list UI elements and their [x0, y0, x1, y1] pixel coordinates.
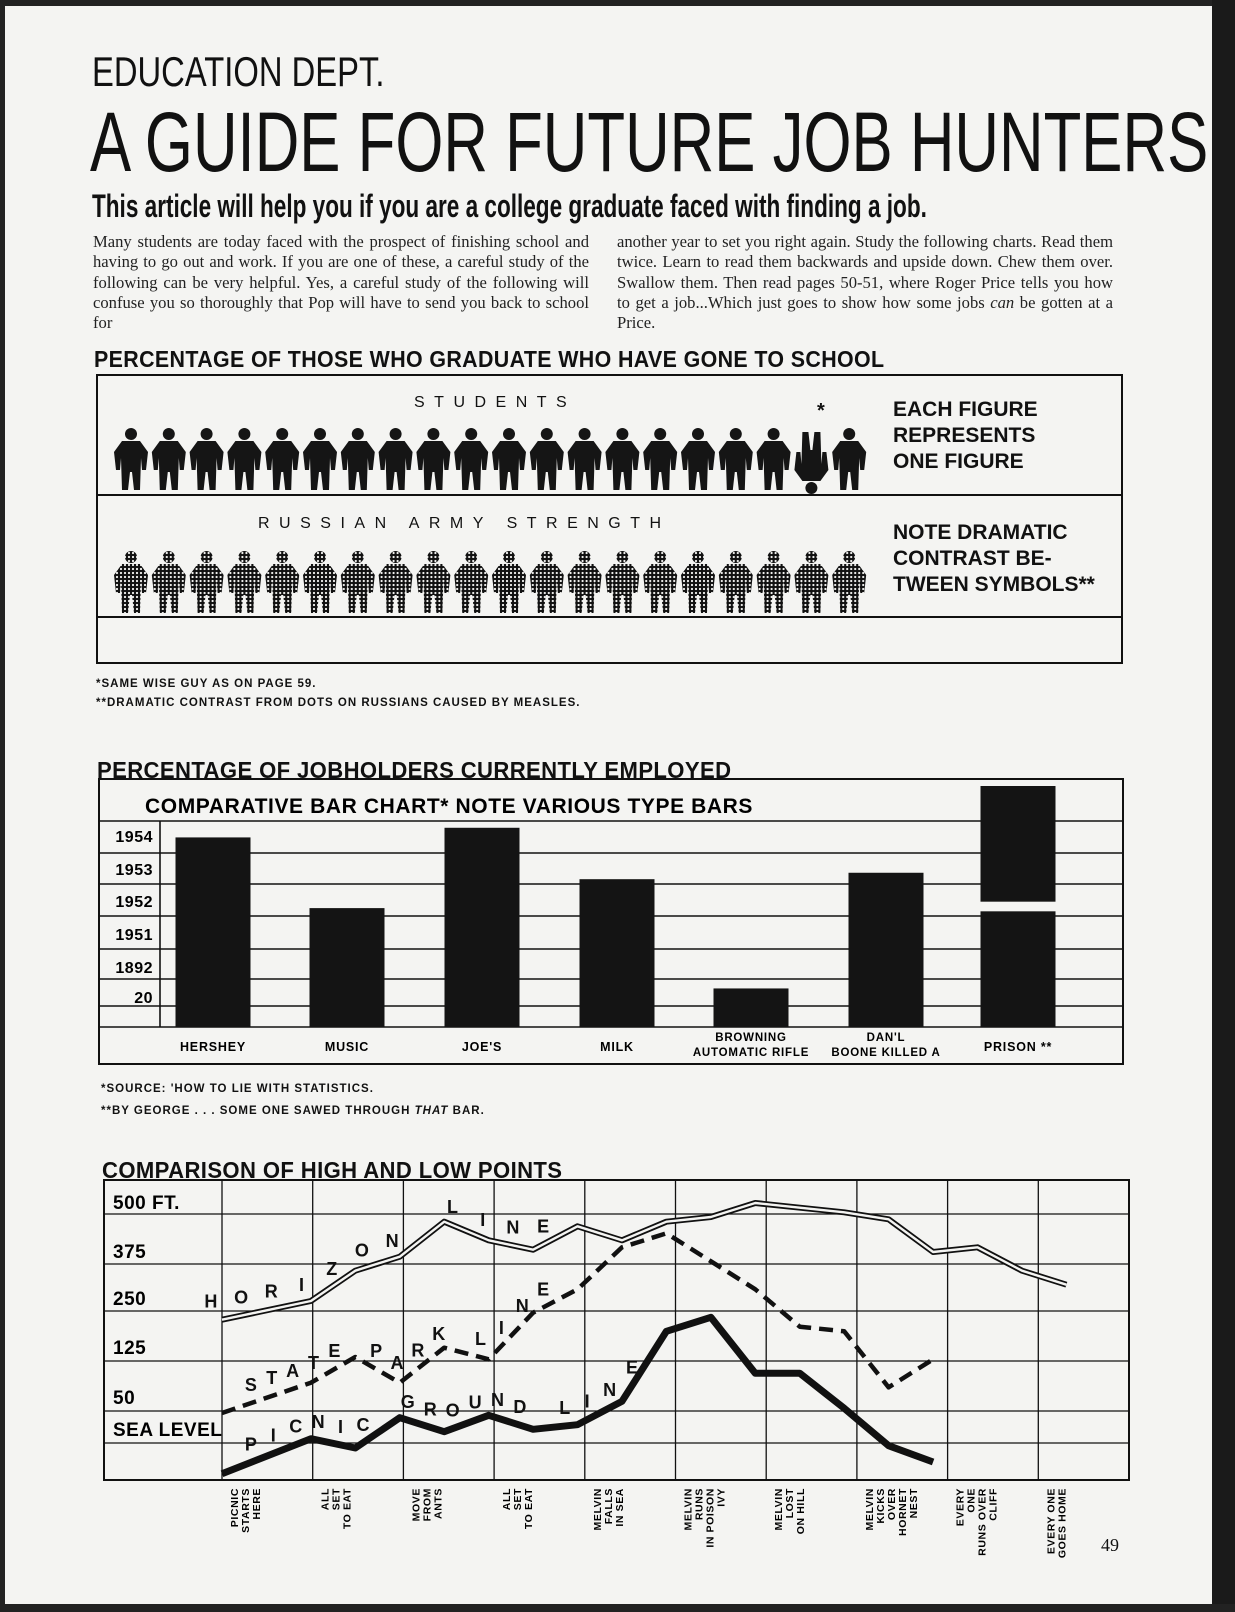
russian-figure	[719, 551, 753, 613]
student-figure	[605, 428, 639, 490]
pictograph-title: PERCENTAGE OF THOSE WHO GRADUATE WHO HAVE GONE TO SCHOOL	[94, 346, 885, 372]
line-x-label-line: TO EAT	[523, 1488, 536, 1530]
russian-figure	[568, 551, 602, 613]
bar-chart-subtitle: COMPARATIVE BAR CHART* NOTE VARIOUS TYPE BARS	[145, 795, 754, 818]
line-x-label-line: GOES HOME	[1056, 1488, 1069, 1558]
line-y-tick-label: 500 FT.	[113, 1193, 180, 1214]
line-y-tick-label: SEA LEVEL	[113, 1420, 223, 1441]
line-x-label-line: OVER	[885, 1488, 898, 1521]
line-x-label-line: KICKS	[874, 1488, 887, 1524]
series-label-letter: N	[385, 1231, 399, 1252]
russian-army-label: RUSSIAN ARMY STRENGTH	[258, 515, 671, 532]
page-number: 49	[1101, 1535, 1119, 1555]
series-label-letter: N	[603, 1379, 617, 1400]
student-figure	[832, 428, 866, 490]
bar-category-label: BOONE KILLED A	[831, 1047, 941, 1059]
series-horizon-line	[222, 1203, 1066, 1320]
line-x-label-line: ALL	[501, 1488, 514, 1511]
line-y-tick-label: 250	[113, 1289, 147, 1310]
russian-figure	[152, 551, 186, 613]
line-x-label-line: ANTS	[432, 1488, 445, 1519]
line-x-label-line: LOST	[784, 1488, 797, 1519]
russian-figure	[379, 551, 413, 613]
series-label-letter: E	[328, 1341, 341, 1362]
line-x-label-line: EVERY	[954, 1488, 967, 1527]
series-label-letter: E	[537, 1279, 550, 1300]
series-label-letter: C	[356, 1414, 370, 1435]
line-x-label	[501, 1488, 535, 1529]
student-figure	[303, 428, 337, 490]
series-label-letter: T	[266, 1368, 278, 1389]
bar-category-label: AUTOMATIC RIFLE	[692, 1047, 810, 1059]
russian-figure	[492, 551, 526, 613]
line-x-label	[320, 1488, 354, 1529]
series-label-letter: R	[423, 1399, 437, 1420]
series-label-letter: E	[625, 1357, 638, 1378]
line-x-label-line: HORNET	[896, 1488, 909, 1536]
student-figure	[681, 428, 715, 490]
russian-figure	[454, 551, 488, 613]
series-label-letter: O	[234, 1287, 249, 1308]
line-x-label-line: STARTS	[240, 1488, 252, 1533]
bar-category-label: JOE'S	[461, 1040, 503, 1054]
bar-category-label: DAN'L	[866, 1032, 906, 1044]
article-title: A GUIDE FOR FUTURE JOB HUNTERS	[90, 95, 1209, 189]
line-x-label-line: RUNS	[693, 1488, 706, 1521]
bar-category-label: HERSHEY	[179, 1040, 247, 1054]
russian-figure	[341, 551, 375, 613]
line-x-label-line: MELVIN	[773, 1488, 786, 1531]
bar-chart-footnote-1: *SOURCE: 'HOW TO LIE WITH STATISTICS.	[101, 1083, 374, 1095]
bar	[714, 988, 789, 1027]
bar-y-tick-label: 1892	[115, 960, 153, 977]
student-figure	[379, 428, 413, 490]
bar	[176, 837, 251, 1027]
line-x-label	[955, 1488, 1000, 1556]
series-label-letter: P	[244, 1434, 257, 1455]
series-label-letter: D	[513, 1397, 527, 1418]
line-chart	[103, 1178, 1133, 1558]
series-label-letter: R	[264, 1281, 278, 1302]
bar-chart-title: PERCENTAGE OF JOBHOLDERS CURRENTLY EMPLOYED	[97, 757, 732, 783]
series-label-letter: N	[506, 1217, 520, 1238]
line-x-label-line: NEST	[907, 1488, 920, 1519]
series-label-letter: K	[432, 1323, 446, 1344]
russian-figure	[643, 551, 677, 613]
student-figure	[568, 428, 602, 490]
russian-figure	[265, 551, 299, 613]
line-x-label-line: PICNIC	[229, 1488, 241, 1528]
bar	[849, 873, 924, 1027]
bar-category-label: BROWNING	[715, 1032, 787, 1044]
bar-y-tick-label: 1953	[115, 862, 153, 879]
figure-note: EACH FIGURE REPRESENTS ONE FIGURE	[893, 398, 1038, 473]
russian-figure	[530, 551, 564, 613]
line-y-tick-label: 125	[113, 1338, 147, 1359]
line-x-label-line: CLIFF	[987, 1488, 1000, 1521]
line-x-label	[773, 1488, 807, 1534]
line-x-label-line: MELVIN	[863, 1488, 876, 1531]
bar-footnote-2b: BAR.	[448, 1105, 485, 1117]
line-y-tick-label: 50	[113, 1388, 136, 1409]
bar-category-label: MUSIC	[324, 1040, 370, 1054]
series-label-letter: L	[559, 1398, 571, 1419]
series-label-letter: L	[446, 1197, 458, 1218]
line-x-label-line: MOVE	[410, 1488, 423, 1522]
russian-figure	[794, 551, 828, 613]
series-label-letter: O	[445, 1400, 460, 1421]
student-figure	[152, 428, 186, 490]
line-x-label	[229, 1488, 263, 1533]
russian-figure	[832, 551, 866, 613]
bar-y-tick-label: 1952	[115, 894, 153, 911]
russian-figure	[303, 551, 337, 613]
series-label-letter: E	[537, 1216, 550, 1237]
line-x-label-line: MELVIN	[682, 1488, 695, 1531]
bar-prison-lower	[981, 911, 1056, 1027]
series-label-letter: I	[480, 1209, 486, 1230]
russian-figure	[605, 551, 639, 613]
line-chart-title: COMPARISON OF HIGH AND LOW POINTS	[102, 1157, 563, 1183]
series-label-letter: C	[289, 1416, 303, 1437]
line-x-label-line: IVY	[715, 1488, 728, 1507]
series-label-letter: I	[270, 1425, 276, 1446]
student-figure	[114, 428, 148, 490]
russian-figure	[190, 551, 224, 613]
line-x-label-line: TO EAT	[341, 1488, 354, 1530]
student-figure	[492, 428, 526, 490]
line-x-label-line: MELVIN	[591, 1488, 604, 1531]
student-figure	[265, 428, 299, 490]
student-figure	[190, 428, 224, 490]
intro-text-2-emphasis: can	[990, 292, 1015, 312]
student-figure-upside-down	[794, 432, 828, 494]
bar-footnote-2-emphasis: THAT	[414, 1105, 449, 1117]
line-x-label-line: ON HILL	[795, 1488, 808, 1535]
bar-prison-upper	[981, 786, 1056, 902]
student-figure	[757, 428, 791, 490]
russian-figure	[757, 551, 791, 613]
bar-y-tick-label: 1954	[115, 829, 153, 846]
line-x-label-line: FALLS	[602, 1488, 615, 1525]
article-subtitle: This article will help you if you are a college graduate faced with finding a job.	[92, 188, 927, 224]
students-label: STUDENTS	[414, 394, 577, 411]
bar-category-label: MILK	[600, 1040, 634, 1054]
series-label-letter: I	[338, 1416, 344, 1437]
wise-guy-asterisk: *	[817, 400, 825, 422]
line-x-label	[864, 1488, 920, 1536]
line-x-label-line: IN POISON	[704, 1488, 717, 1548]
series-label-letter: S	[244, 1375, 257, 1396]
bar-y-tick-label: 20	[134, 990, 153, 1007]
bar-chart-footnote-2	[101, 1105, 485, 1117]
line-x-label-line: EVERY ONE	[1045, 1488, 1058, 1555]
series-label-letter: H	[204, 1291, 218, 1312]
line-x-label	[1045, 1488, 1068, 1558]
line-x-label	[683, 1488, 728, 1548]
intro-text-1: Many students are today faced with the prospect of finishing school and having to go out and work. If you are one of these, a careful study of the following can be very helpful. Yes, a careful study of the following will confuse you so thoroughly that Pop will have to send you back to school for	[93, 232, 589, 333]
line-chart-frame	[104, 1180, 1129, 1480]
student-figure	[416, 428, 450, 490]
bar-chart	[98, 778, 1128, 1068]
contrast-note: NOTE DRAMATIC CONTRAST BE- TWEEN SYMBOLS**	[893, 521, 1095, 596]
line-x-label	[592, 1488, 626, 1531]
series-label-letter: R	[411, 1340, 425, 1361]
bar	[445, 828, 520, 1027]
series-label-letter: N	[311, 1412, 325, 1433]
student-figure	[530, 428, 564, 490]
line-x-label-line: ALL	[319, 1488, 332, 1511]
student-figure	[454, 428, 488, 490]
student-figure	[643, 428, 677, 490]
russian-figure	[114, 551, 148, 613]
series-label-letter: N	[515, 1296, 529, 1317]
student-figure	[341, 428, 375, 490]
section-kicker: EDUCATION DEPT.	[92, 48, 385, 95]
line-x-label	[410, 1488, 444, 1521]
series-label-letter: A	[286, 1360, 300, 1381]
bar	[310, 908, 385, 1027]
series-label-letter: I	[298, 1274, 304, 1295]
line-x-label-line: HERE	[251, 1488, 263, 1520]
line-x-label-line: ONE	[965, 1488, 978, 1513]
series-label-letter: N	[490, 1390, 504, 1411]
line-x-label-line: FROM	[421, 1488, 434, 1522]
line-y-tick-label: 375	[113, 1242, 147, 1263]
russian-figure	[681, 551, 715, 613]
series-label-letter: U	[468, 1392, 482, 1413]
line-x-label-line: RUNS OVER	[976, 1488, 989, 1556]
bar-category-label: PRISON **	[983, 1040, 1053, 1054]
student-figure	[719, 428, 753, 490]
series-label-letter: I	[498, 1318, 504, 1338]
series-label-letter: Z	[326, 1258, 338, 1279]
series-horizon-line	[222, 1203, 1066, 1320]
intro-text-2a: another year to set you right again. Study the following charts. Read them twice. Learn to read them backwards and upside down. Chew them over. Swallow them. Then read pages 50-51, where Roger Price tells you how to get a job...Which just goes to show how some jobs	[617, 232, 1113, 312]
student-figure	[227, 428, 261, 490]
series-label-letter: G	[400, 1392, 415, 1413]
series-label-letter: L	[474, 1329, 486, 1350]
intro-text-2b: be gotten at a Price.	[617, 292, 1113, 333]
bar-y-tick-label: 1951	[115, 927, 153, 944]
series-label-letter: P	[370, 1341, 383, 1362]
pictograph-footnote-2: **DRAMATIC CONTRAST FROM DOTS ON RUSSIANS CAUSED BY MEASLES.	[96, 697, 581, 709]
series-label-letter: T	[308, 1353, 320, 1374]
line-x-label-line: SET	[330, 1488, 343, 1511]
pictograph-footnote-1: *SAME WISE GUY AS ON PAGE 59.	[96, 678, 317, 690]
bar	[580, 879, 655, 1027]
series-label-letter: I	[584, 1391, 590, 1412]
line-x-label-line: IN SEA	[613, 1488, 626, 1527]
bar-footnote-2a: **BY GEORGE . . . SOME ONE SAWED THROUGH	[101, 1105, 415, 1117]
russian-figure	[227, 551, 261, 613]
line-x-label-line: SET	[512, 1488, 525, 1511]
russian-figure	[416, 551, 450, 613]
series-label-letter: O	[354, 1240, 369, 1261]
series-label-letter: A	[390, 1353, 404, 1374]
